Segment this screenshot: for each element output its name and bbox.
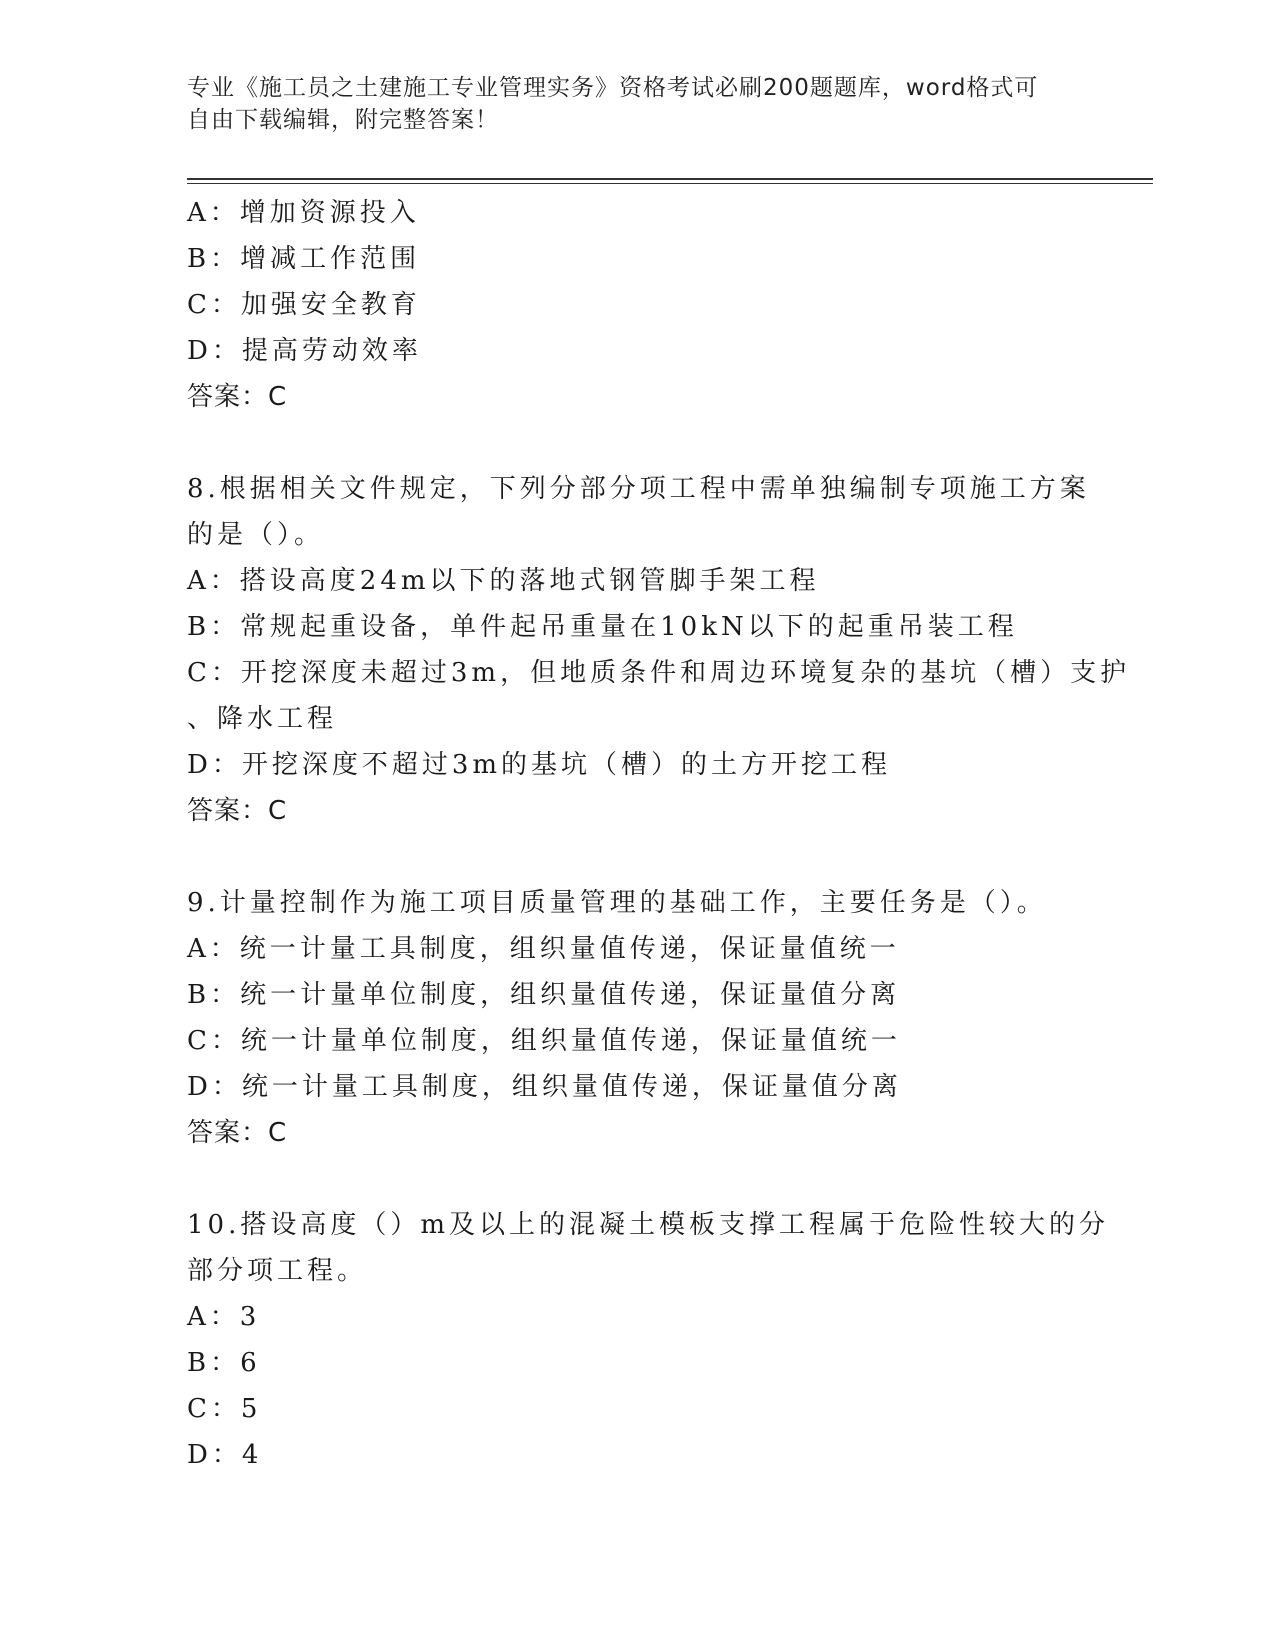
question-8-option-b: B：常规起重设备，单件起吊重量在10kN以下的起重吊装工程 — [187, 612, 1018, 642]
spacer — [187, 1156, 1087, 1202]
question-7-answer: 答案：C — [187, 382, 288, 412]
question-8-option-c-line-2: 、降水工程 — [187, 704, 338, 734]
question-9-option-a: A：统一计量工具制度，组织量值传递，保证量值统一 — [187, 934, 900, 964]
question-9-option-c: C：统一计量单位制度，组织量值传递，保证量值统一 — [187, 1026, 901, 1056]
header-divider — [187, 178, 1153, 180]
question-8-block — [187, 466, 1131, 834]
question-10-option-d: D：4 — [187, 1440, 263, 1470]
question-7-option-d: D：提高劳动效率 — [187, 336, 422, 366]
header-title-line-2: 自由下载编辑，附完整答案！ — [187, 107, 499, 133]
question-10-block — [187, 1202, 1110, 1478]
question-10-option-a: A：3 — [187, 1302, 261, 1332]
question-10-option-b: B：6 — [187, 1348, 261, 1378]
question-8-stem-line-2: 的是（）。 — [187, 520, 325, 550]
question-9-option-d: D：统一计量工具制度，组织量值传递，保证量值分离 — [187, 1072, 902, 1102]
question-8-stem-line-1: 8.根据相关文件规定，下列分部分项工程中需单独编制专项施工方案 — [187, 474, 1090, 504]
question-content — [187, 190, 1131, 1478]
question-8-option-c-line-1: C：开挖深度未超过3m，但地质条件和周边环境复杂的基坑（槽）支护 — [187, 658, 1131, 688]
question-9-answer: 答案：C — [187, 1118, 288, 1148]
question-7-option-c: C：加强安全教育 — [187, 290, 421, 320]
question-10-stem-line-2: 部分项工程。 — [187, 1256, 368, 1286]
question-9-block — [187, 880, 1087, 1156]
question-7-option-b: B：增减工作范围 — [187, 244, 421, 274]
question-8-option-a: A：搭设高度24m以下的落地式钢管脚手架工程 — [187, 566, 820, 596]
question-7-option-a: A：增加资源投入 — [187, 198, 420, 228]
document-header — [187, 72, 1087, 136]
header-divider-thin — [187, 183, 1153, 184]
spacer — [187, 420, 1087, 466]
question-7-block — [187, 190, 1087, 420]
question-8-answer: 答案：C — [187, 796, 288, 826]
question-10-option-c: C：5 — [187, 1394, 262, 1424]
question-9-option-b: B：统一计量单位制度，组织量值传递，保证量值分离 — [187, 980, 901, 1010]
question-9-stem: 9.计量控制作为施工项目质量管理的基础工作，主要任务是（）。 — [187, 888, 1047, 918]
question-8-option-d: D：开挖深度不超过3m的基坑（槽）的土方开挖工程 — [187, 750, 892, 780]
spacer — [187, 834, 1087, 880]
question-10-stem-line-1: 10.搭设高度（）m及以上的混凝土模板支撑工程属于危险性较大的分 — [187, 1210, 1110, 1240]
header-title-line-1: 专业《施工员之土建施工专业管理实务》资格考试必刷200题题库，word格式可 — [187, 75, 1039, 101]
